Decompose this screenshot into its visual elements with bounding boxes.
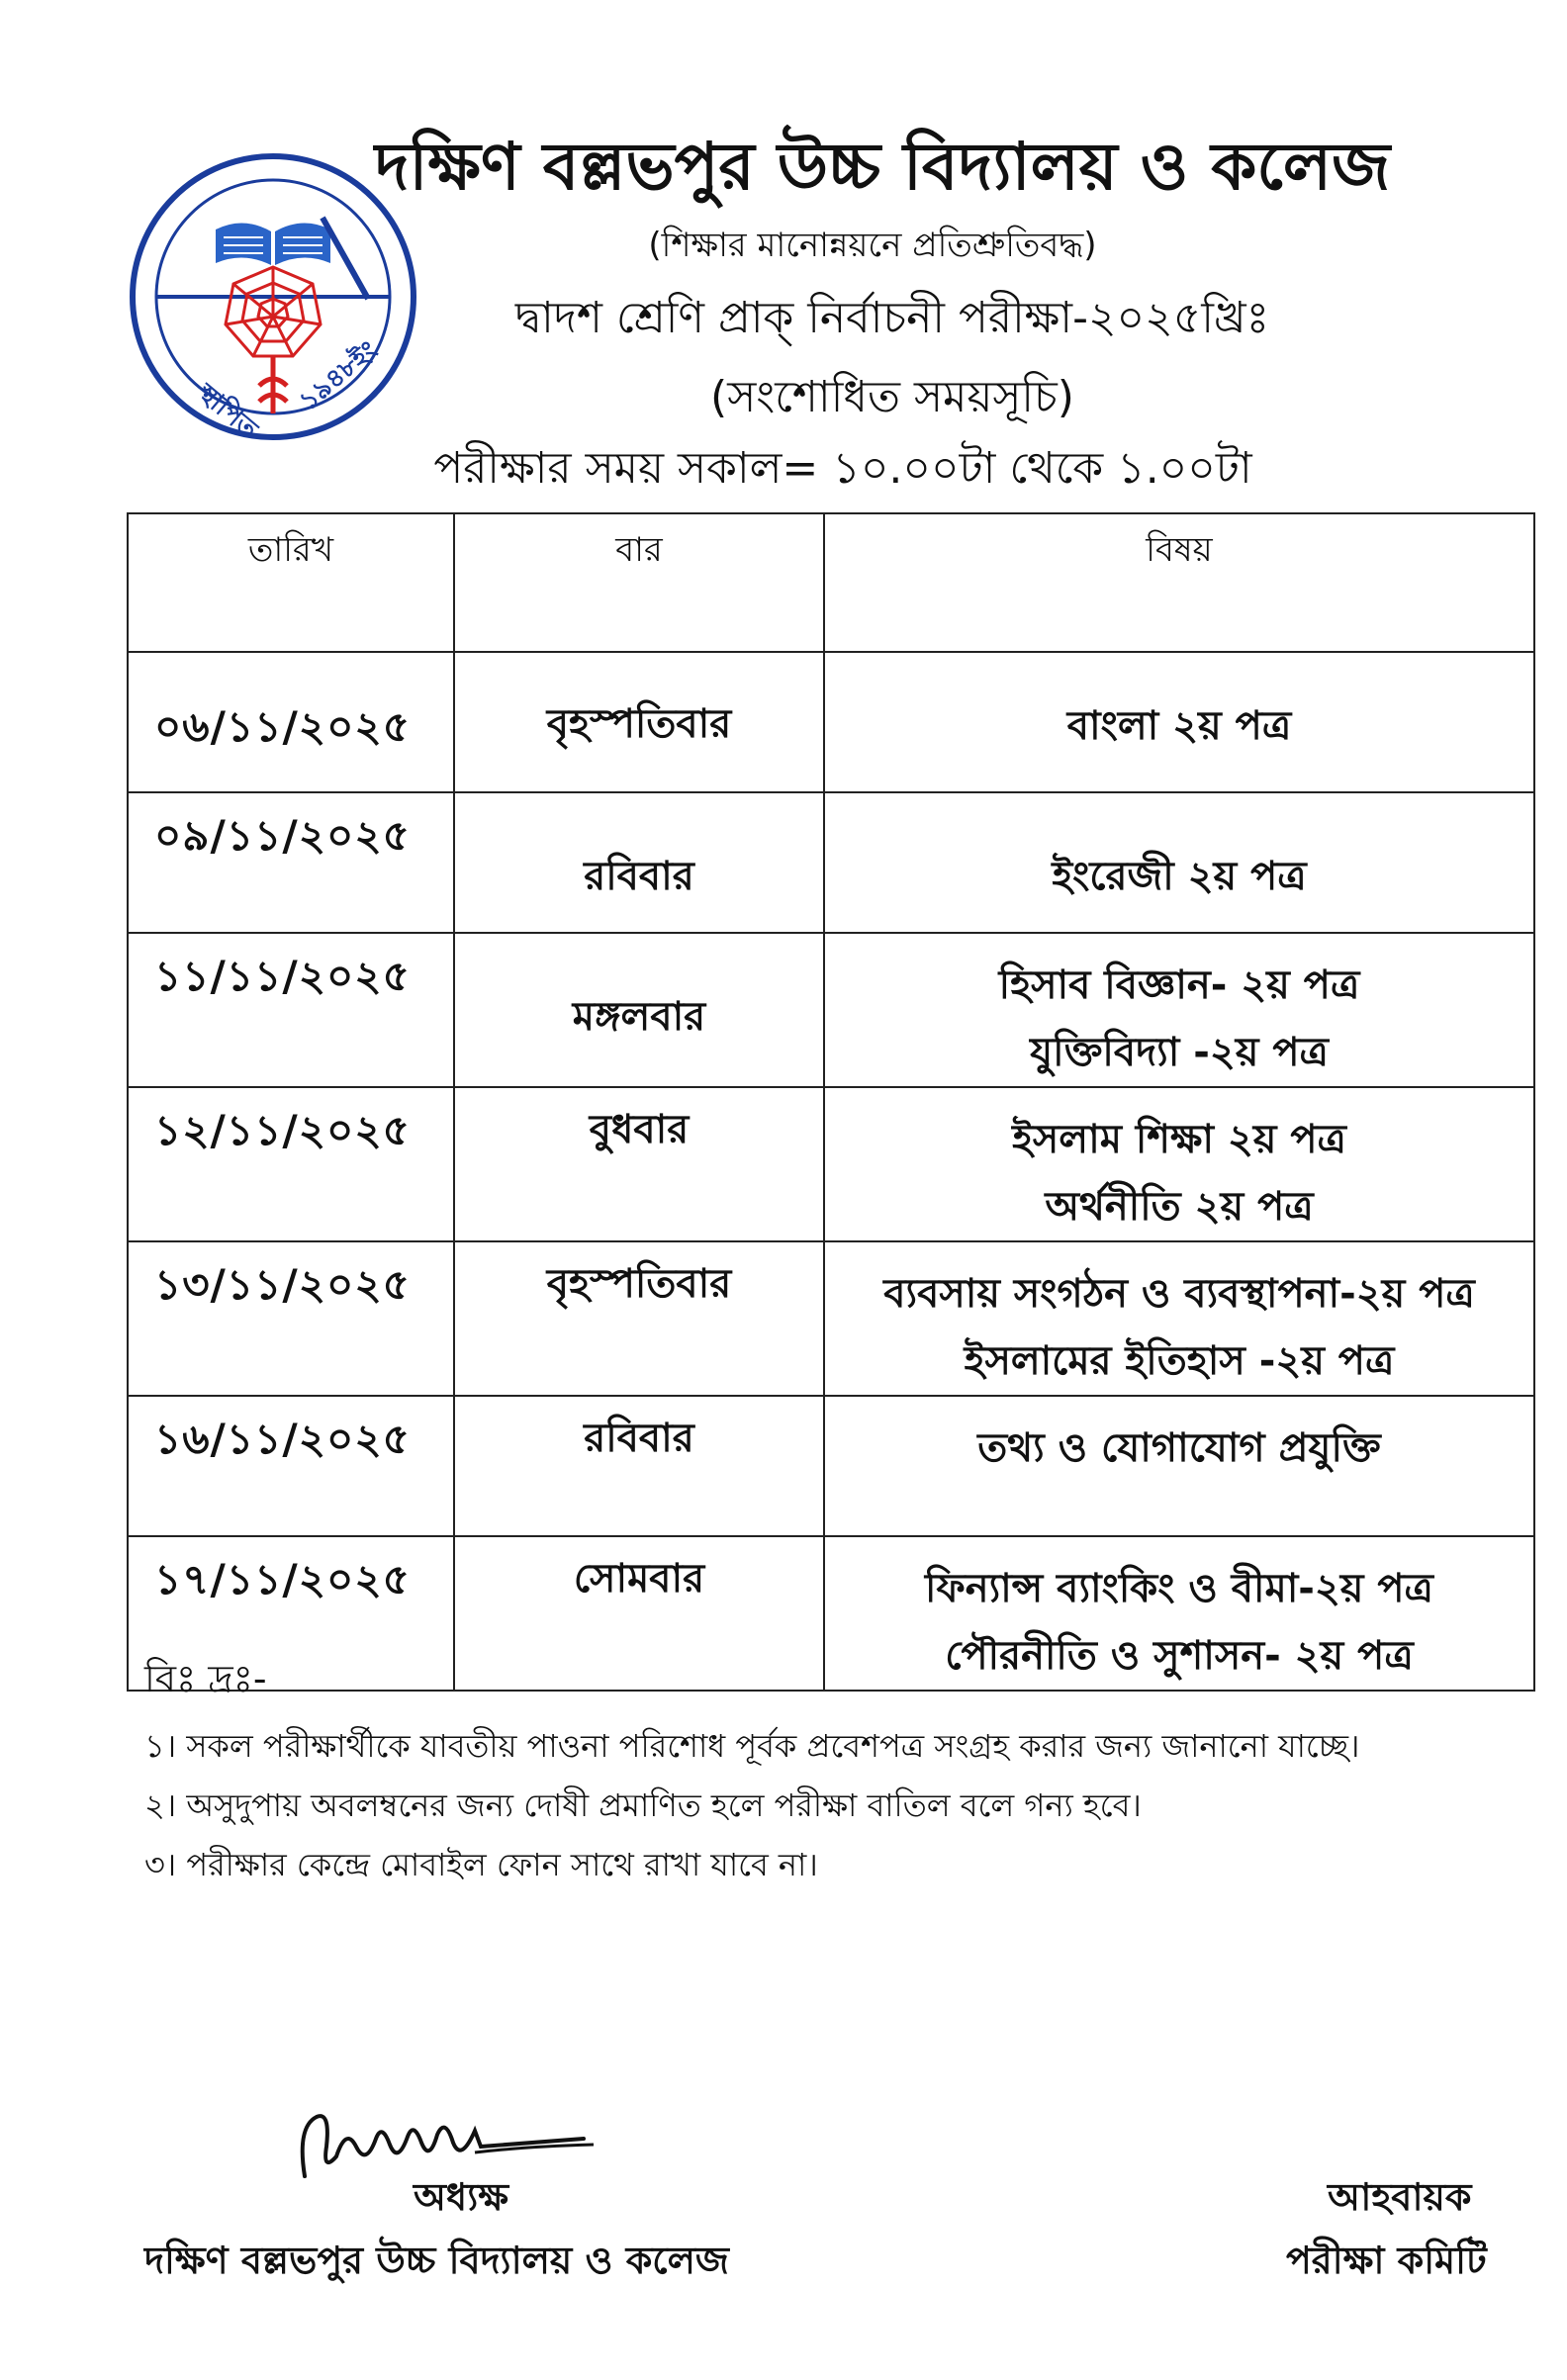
exam-timing: পরীক্ষার সময় সকাল= ১০.০০টা থেকে ১.০০টা bbox=[433, 443, 1252, 494]
subject-line: তথ্য ও যোগাযোগ প্রযুক্তি bbox=[977, 1425, 1381, 1471]
subject-line: যুক্তিবিদ্যা -২য় পত্র bbox=[1030, 1030, 1329, 1075]
row-subjects bbox=[824, 652, 1534, 792]
subject-line: ইংরেজী ২য় পত্র bbox=[1052, 854, 1307, 899]
row-day: বৃহস্পতিবার bbox=[454, 652, 824, 792]
row-day: রবিবার bbox=[454, 1396, 824, 1536]
notes-heading: বিঃ দ্রঃ- bbox=[144, 1657, 267, 1700]
subject-line: ইসলামের ইতিহাস -২য় পত্র bbox=[964, 1338, 1395, 1384]
row-date: ১৩/১১/২০২৫ bbox=[128, 1241, 454, 1396]
note-item: ৩। পরীক্ষার কেন্দ্রে মোবাইল ফোন সাথে রাখা যাবে না। bbox=[144, 1846, 818, 1883]
row-subjects bbox=[824, 1087, 1534, 1241]
convener-title: আহবায়ক bbox=[1328, 2175, 1472, 2219]
note-item: ১। সকল পরীক্ষার্থীকে যাবতীয় পাওনা পরিশোধ পূর্বক প্রবেশপত্র সংগ্রহ করার জন্য জানানো যাচ্ছে। bbox=[144, 1727, 1360, 1765]
row-day: মঙ্গলবার bbox=[454, 933, 824, 1087]
convener-org: পরীক্ষা কমিটি bbox=[1286, 2239, 1487, 2282]
subject-line: হিসাব বিজ্ঞান- ২য় পত্র bbox=[998, 962, 1360, 1008]
row-subjects bbox=[824, 933, 1534, 1087]
row-date: ১২/১১/২০২৫ bbox=[128, 1087, 454, 1241]
row-day: বৃহস্পতিবার bbox=[454, 1241, 824, 1396]
table-row bbox=[128, 933, 1534, 1087]
subject-line: ইসলাম শিক্ষা ২য় পত্র bbox=[1012, 1117, 1346, 1162]
row-date: ১৬/১১/২০২৫ bbox=[128, 1396, 454, 1536]
row-subjects bbox=[824, 1536, 1534, 1691]
subject-line: ব্যবসায় সংগঠন ও ব্যবস্থাপনা-২য় পত্র bbox=[883, 1271, 1475, 1317]
row-date: ১৭/১১/২০২৫ bbox=[128, 1536, 454, 1691]
row-day: রবিবার bbox=[454, 792, 824, 933]
principal-title: অধ্যক্ষ bbox=[414, 2175, 509, 2219]
table-row bbox=[128, 792, 1534, 933]
table-header-row bbox=[128, 513, 1534, 652]
row-day: সোমবার bbox=[454, 1536, 824, 1691]
subject-line: অর্থনীতি ২য় পত্র bbox=[1045, 1184, 1314, 1230]
school-title: দক্ষিণ বল্লভপুর উচ্চ বিদ্যালয় ও কলেজ bbox=[374, 129, 1391, 205]
seal-text-left: স্থাপিত bbox=[191, 378, 263, 445]
column-header-day: বার bbox=[454, 513, 824, 652]
subject-line: ফিন্যান্স ব্যাংকিং ও বীমা-২য় পত্র bbox=[925, 1566, 1433, 1611]
row-date: ১১/১১/২০২৫ bbox=[128, 933, 454, 1087]
principal-org: দক্ষিণ বল্লভপুর উচ্চ বিদ্যালয় ও কলেজ bbox=[144, 2239, 729, 2282]
seal-text-right: ১৯৪৮ইং bbox=[294, 335, 384, 417]
note-item: ২। অসুদুপায় অবলম্বনের জন্য দোষী প্রমাণিত হলে পরীক্ষা বাতিল বলে গন্য হবে। bbox=[144, 1786, 1142, 1824]
column-header-date: তারিখ bbox=[128, 513, 454, 652]
exam-name: দ্বাদশ শ্রেণি প্রাক্ নির্বাচনী পরীক্ষা-২০২৫খ্রিঃ bbox=[514, 293, 1270, 343]
subject-line: বাংলা ২য় পত্র bbox=[1066, 703, 1292, 749]
row-subjects bbox=[824, 1241, 1534, 1396]
table-row bbox=[128, 1396, 1534, 1536]
column-header-subject: বিষয় bbox=[824, 513, 1534, 652]
subject-line: পৌরনীতি ও সুশাসন- ২য় পত্র bbox=[945, 1633, 1414, 1679]
school-motto: (শিক্ষার মানোন্নয়নে প্রতিশ্রুতিবদ্ধ) bbox=[648, 226, 1097, 265]
table-row bbox=[128, 1241, 1534, 1396]
table-row bbox=[128, 652, 1534, 792]
row-date: ০৯/১১/২০২৫ bbox=[128, 792, 454, 933]
revised-label: (সংশোধিত সময়সূচি) bbox=[710, 372, 1074, 422]
row-subjects bbox=[824, 1396, 1534, 1536]
table-row bbox=[128, 1536, 1534, 1691]
row-date: ০৬/১১/২০২৫ bbox=[128, 652, 454, 792]
row-day: বুধবার bbox=[454, 1087, 824, 1241]
row-subjects bbox=[824, 792, 1534, 933]
table-row bbox=[128, 1087, 1534, 1241]
schedule-table bbox=[127, 512, 1535, 1692]
